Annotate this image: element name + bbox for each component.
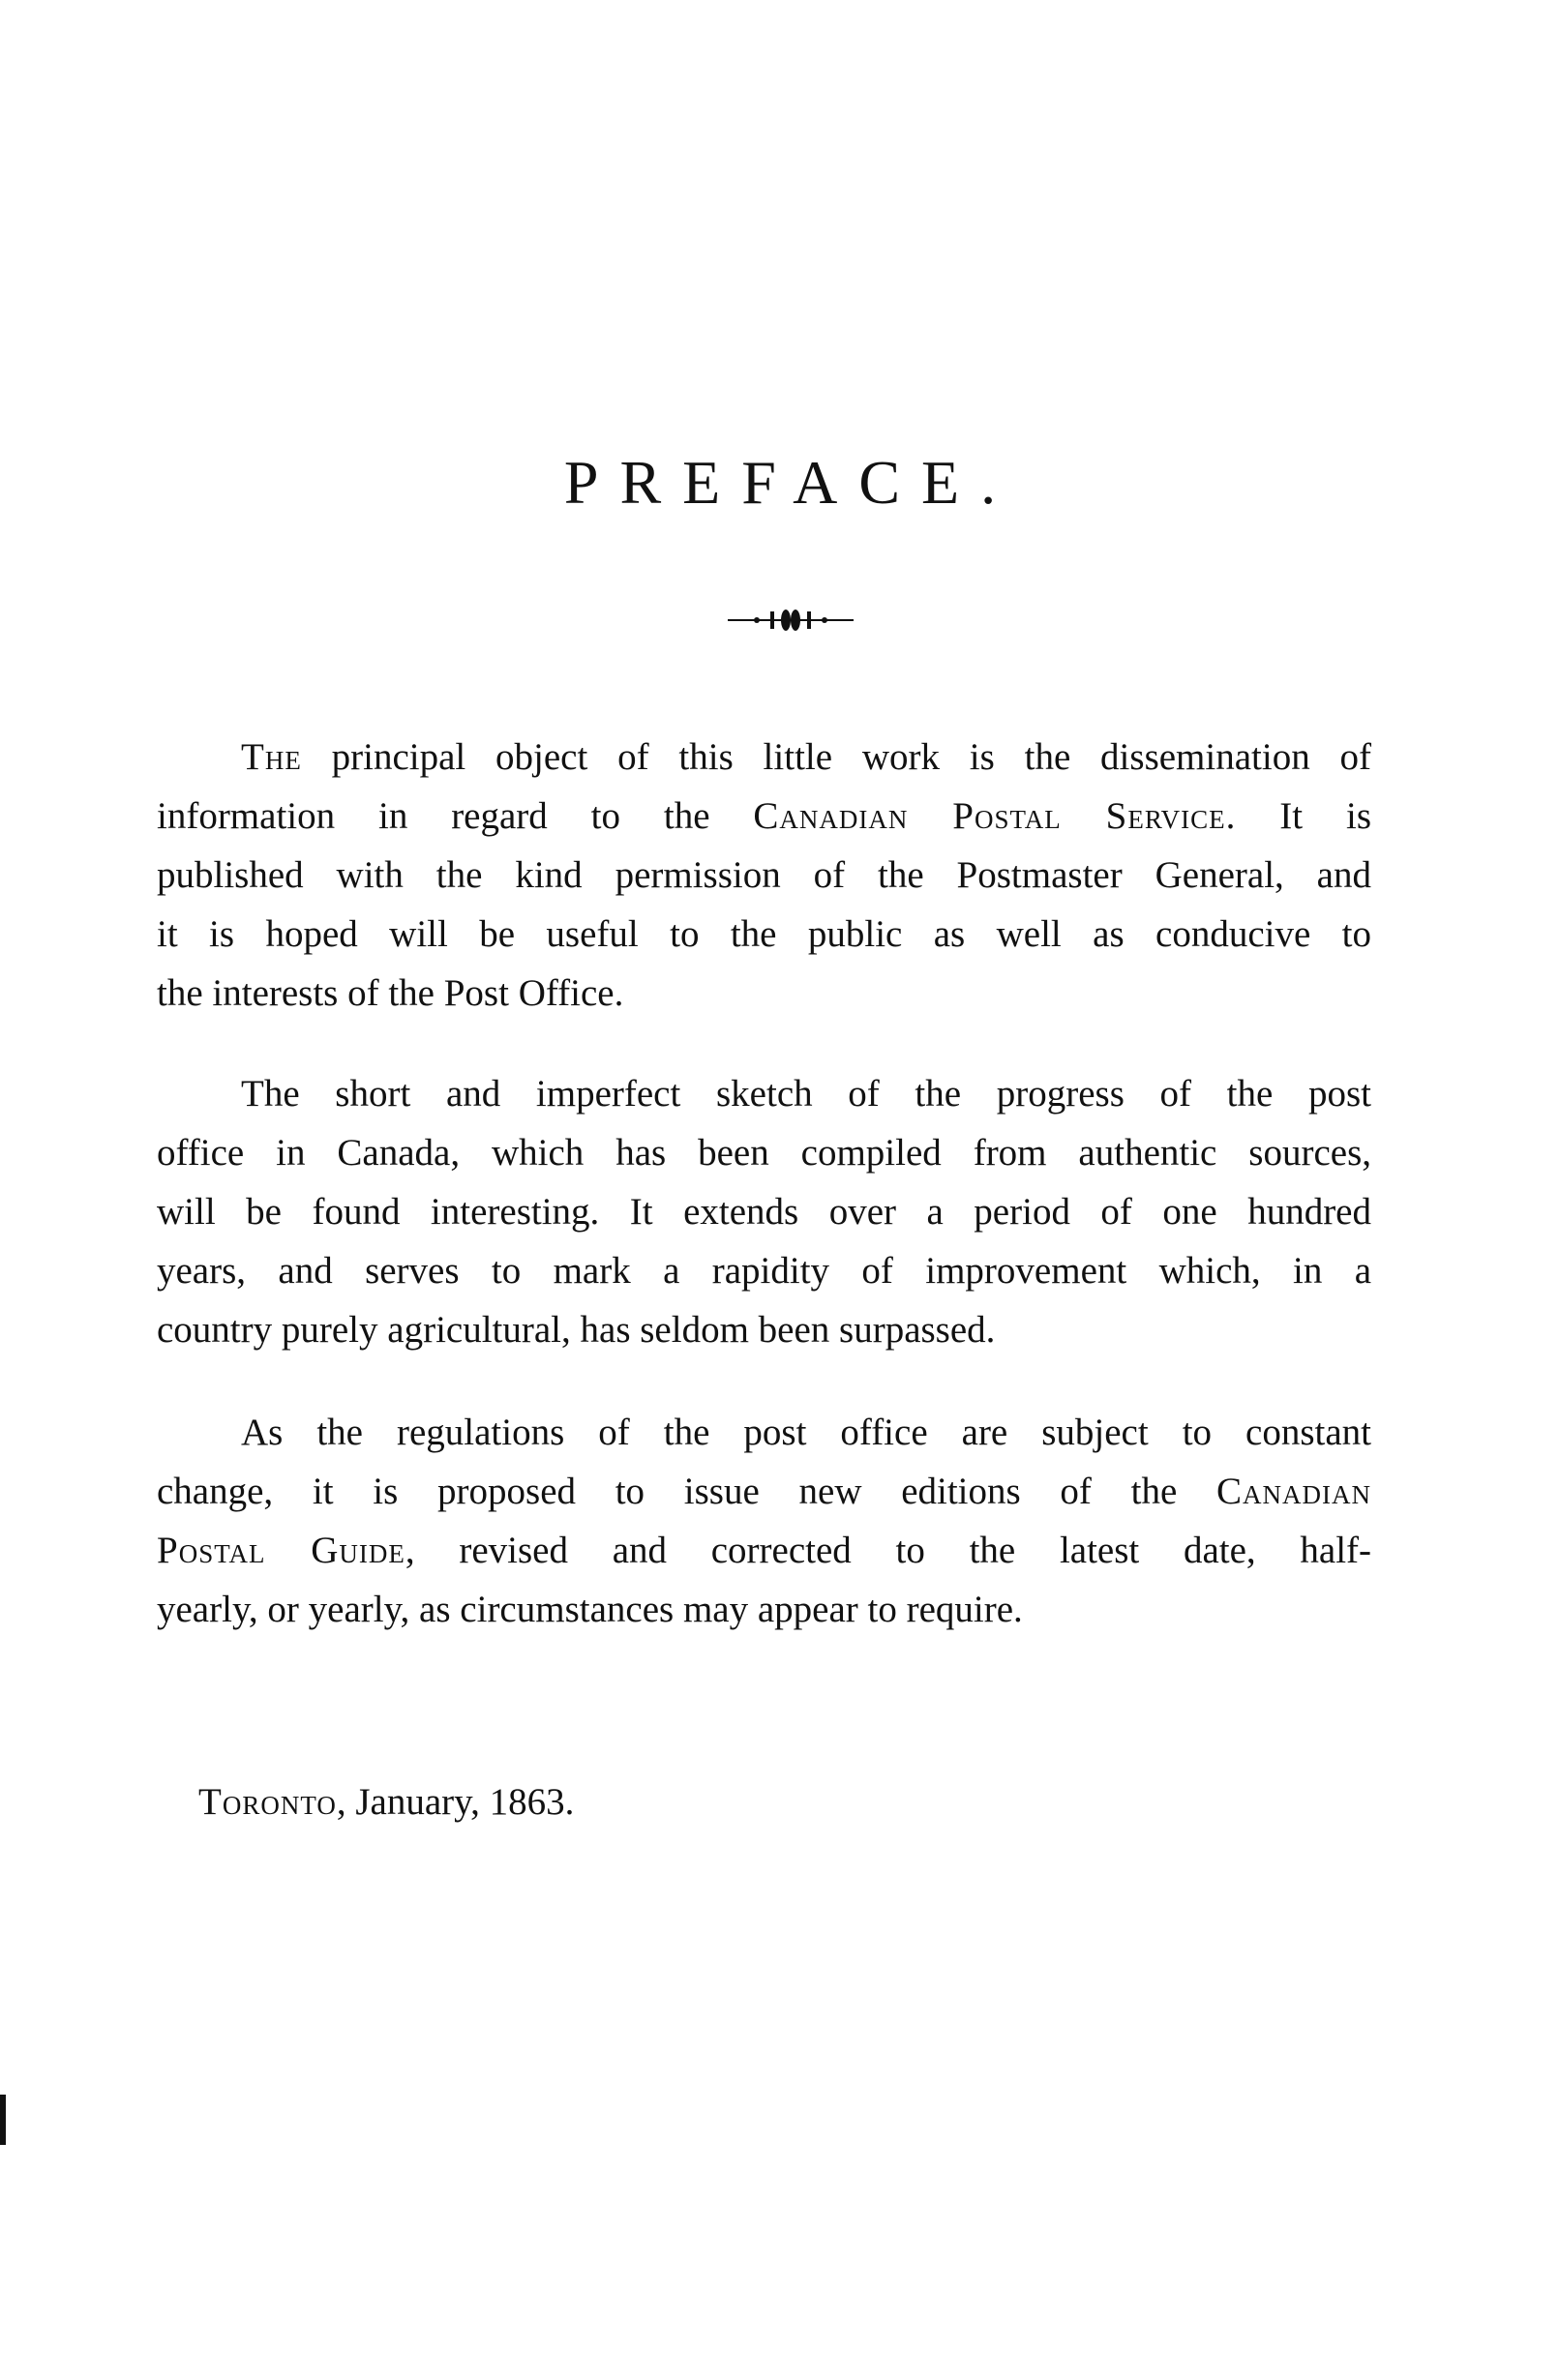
paragraph-history [157, 1064, 1371, 1359]
text-segment: change, it is proposed to issue new editions of the [157, 1471, 1216, 1512]
text-segment: As the regulations of the post office are subject to constant [241, 1412, 1371, 1453]
text-segment: yearly, or yearly, as circumstances may appear to require. [157, 1589, 1023, 1630]
text-line [157, 1462, 1371, 1521]
text-segment: It is [1236, 795, 1371, 837]
text-line [157, 1064, 1371, 1123]
text-segment: office in Canada, which has been compiled from authentic sources, [157, 1132, 1371, 1174]
text-segment: principal object of this little work is the dissemination of [301, 736, 1371, 778]
small-caps-text: Canadian Postal Service. [753, 795, 1237, 837]
text-line [157, 728, 1371, 787]
text-segment: published with the kind permission of the Postmaster General, and [157, 854, 1371, 896]
text-line [157, 1403, 1371, 1462]
text-line [157, 1300, 1371, 1359]
dateline [198, 1772, 574, 1831]
text-line [157, 787, 1371, 846]
ornament-divider [728, 608, 854, 633]
text-line [157, 1123, 1371, 1182]
text-segment: information in regard to the [157, 795, 754, 837]
text-segment: The short and imperfect sketch of the progress of the post [241, 1073, 1371, 1115]
text-segment: years, and serves to mark a rapidity of improvement which, in a [157, 1250, 1371, 1292]
text-segment: , revised and corrected to the latest date, half- [405, 1530, 1372, 1571]
text-line [157, 846, 1371, 905]
text-segment: the interests of the Post Office. [157, 972, 624, 1014]
scan-edge-mark [0, 2095, 6, 2145]
dateline-place: Toronto [198, 1781, 337, 1823]
page-title: PREFACE. [563, 448, 1018, 517]
paragraph-editions [157, 1403, 1371, 1639]
text-segment: country purely agricultural, has seldom been surpassed. [157, 1309, 996, 1351]
text-segment: it is hoped will be useful to the public as well as conducive to [157, 913, 1371, 955]
dateline-date: , January, 1863. [336, 1781, 575, 1823]
paragraph-intro [157, 728, 1371, 1023]
text-line [157, 905, 1371, 964]
small-caps-text: Canadian [1216, 1471, 1371, 1512]
text-line [157, 964, 1371, 1023]
small-caps-text: The [241, 736, 302, 778]
text-line [157, 1241, 1371, 1300]
text-line [157, 1580, 1371, 1639]
text-line [157, 1521, 1371, 1580]
small-caps-text: Postal Guide [157, 1530, 405, 1571]
text-segment: will be found interesting. It extends over a period of one hundred [157, 1191, 1371, 1233]
text-line [157, 1182, 1371, 1241]
